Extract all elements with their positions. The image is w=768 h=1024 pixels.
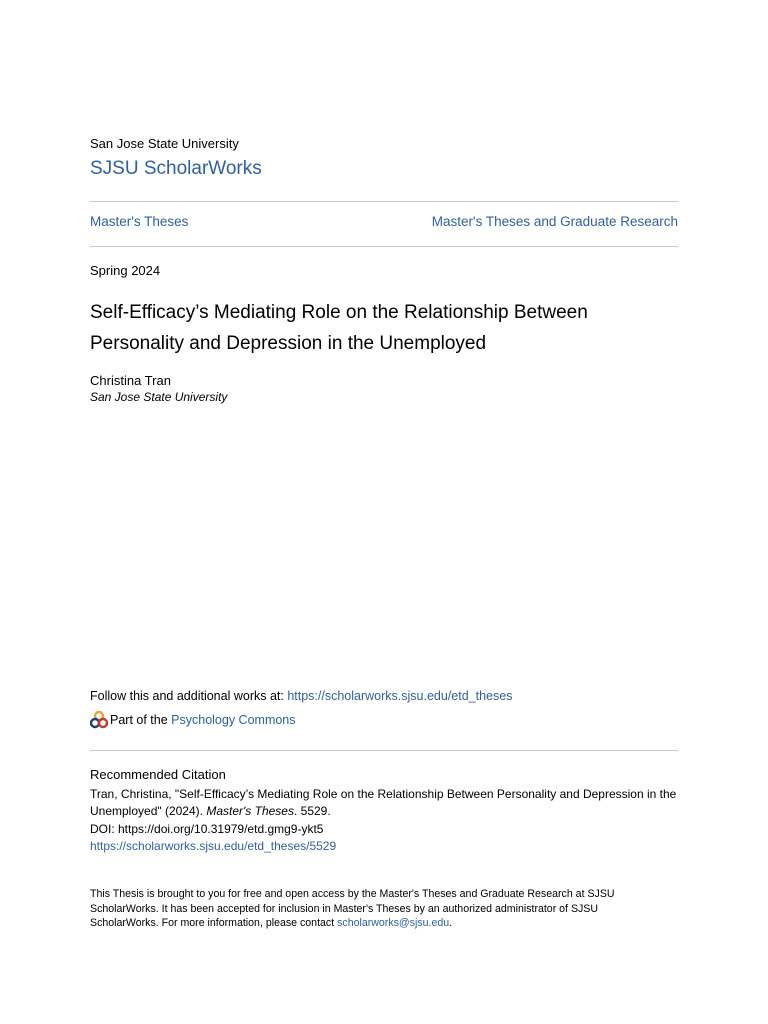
access-statement bbox=[90, 887, 660, 931]
follow-url-link[interactable]: https://scholarworks.sjsu.edu/etd_theses bbox=[287, 689, 513, 703]
part-of-line bbox=[90, 711, 296, 729]
parent-collection-link[interactable]: Master's Theses and Graduate Research bbox=[431, 214, 678, 229]
access-statement-text: This Thesis is brought to you for free and open access by the Master's Theses and Graduate Research at SJSU ScholarWorks. It has been accepted for inclusion in Master's Theses by an authorized administrator of SJSU ScholarWorks. For more information, please contact bbox=[90, 888, 615, 930]
access-statement-end: . bbox=[449, 917, 453, 930]
contact-email-link[interactable]: scholarworks@sjsu.edu bbox=[337, 917, 450, 930]
follow-label: Follow this and additional works at: bbox=[90, 689, 288, 703]
citation-divider bbox=[90, 750, 678, 751]
publication-date: Spring 2024 bbox=[90, 263, 161, 278]
citation-block bbox=[90, 786, 680, 855]
commons-link[interactable]: Psychology Commons bbox=[171, 713, 296, 727]
follow-line bbox=[90, 689, 512, 703]
bepress-commons-icon bbox=[90, 711, 108, 729]
author-name: Christina Tran bbox=[90, 373, 171, 388]
nav-divider bbox=[90, 246, 678, 247]
thesis-title: Self-Efficacy’s Mediating Role on the Relationship Between Personality and Depression in the Unemployed bbox=[90, 302, 588, 354]
collection-link[interactable]: Master's Theses bbox=[90, 214, 189, 229]
top-divider bbox=[90, 201, 678, 202]
part-of-label: Part of the bbox=[110, 713, 172, 727]
repository-link[interactable]: SJSU ScholarWorks bbox=[90, 158, 262, 179]
citation-series: Master's Theses bbox=[206, 804, 294, 819]
citation-doi: DOI: https://doi.org/10.31979/etd.gmg9-ykt5 bbox=[90, 821, 324, 836]
institution-name: San Jose State University bbox=[90, 136, 239, 151]
citation-text-start: Tran, Christina, "Self-Efficacy’s Mediating Role on the Relationship Between Personality and Depression in the Unemployed" (2024). bbox=[90, 787, 677, 819]
citation-url-link[interactable]: https://scholarworks.sjsu.edu/etd_theses/5529 bbox=[90, 838, 337, 853]
citation-text-end: . 5529. bbox=[293, 804, 331, 819]
author-affiliation: San Jose State University bbox=[90, 390, 228, 404]
citation-heading: Recommended Citation bbox=[90, 767, 226, 782]
